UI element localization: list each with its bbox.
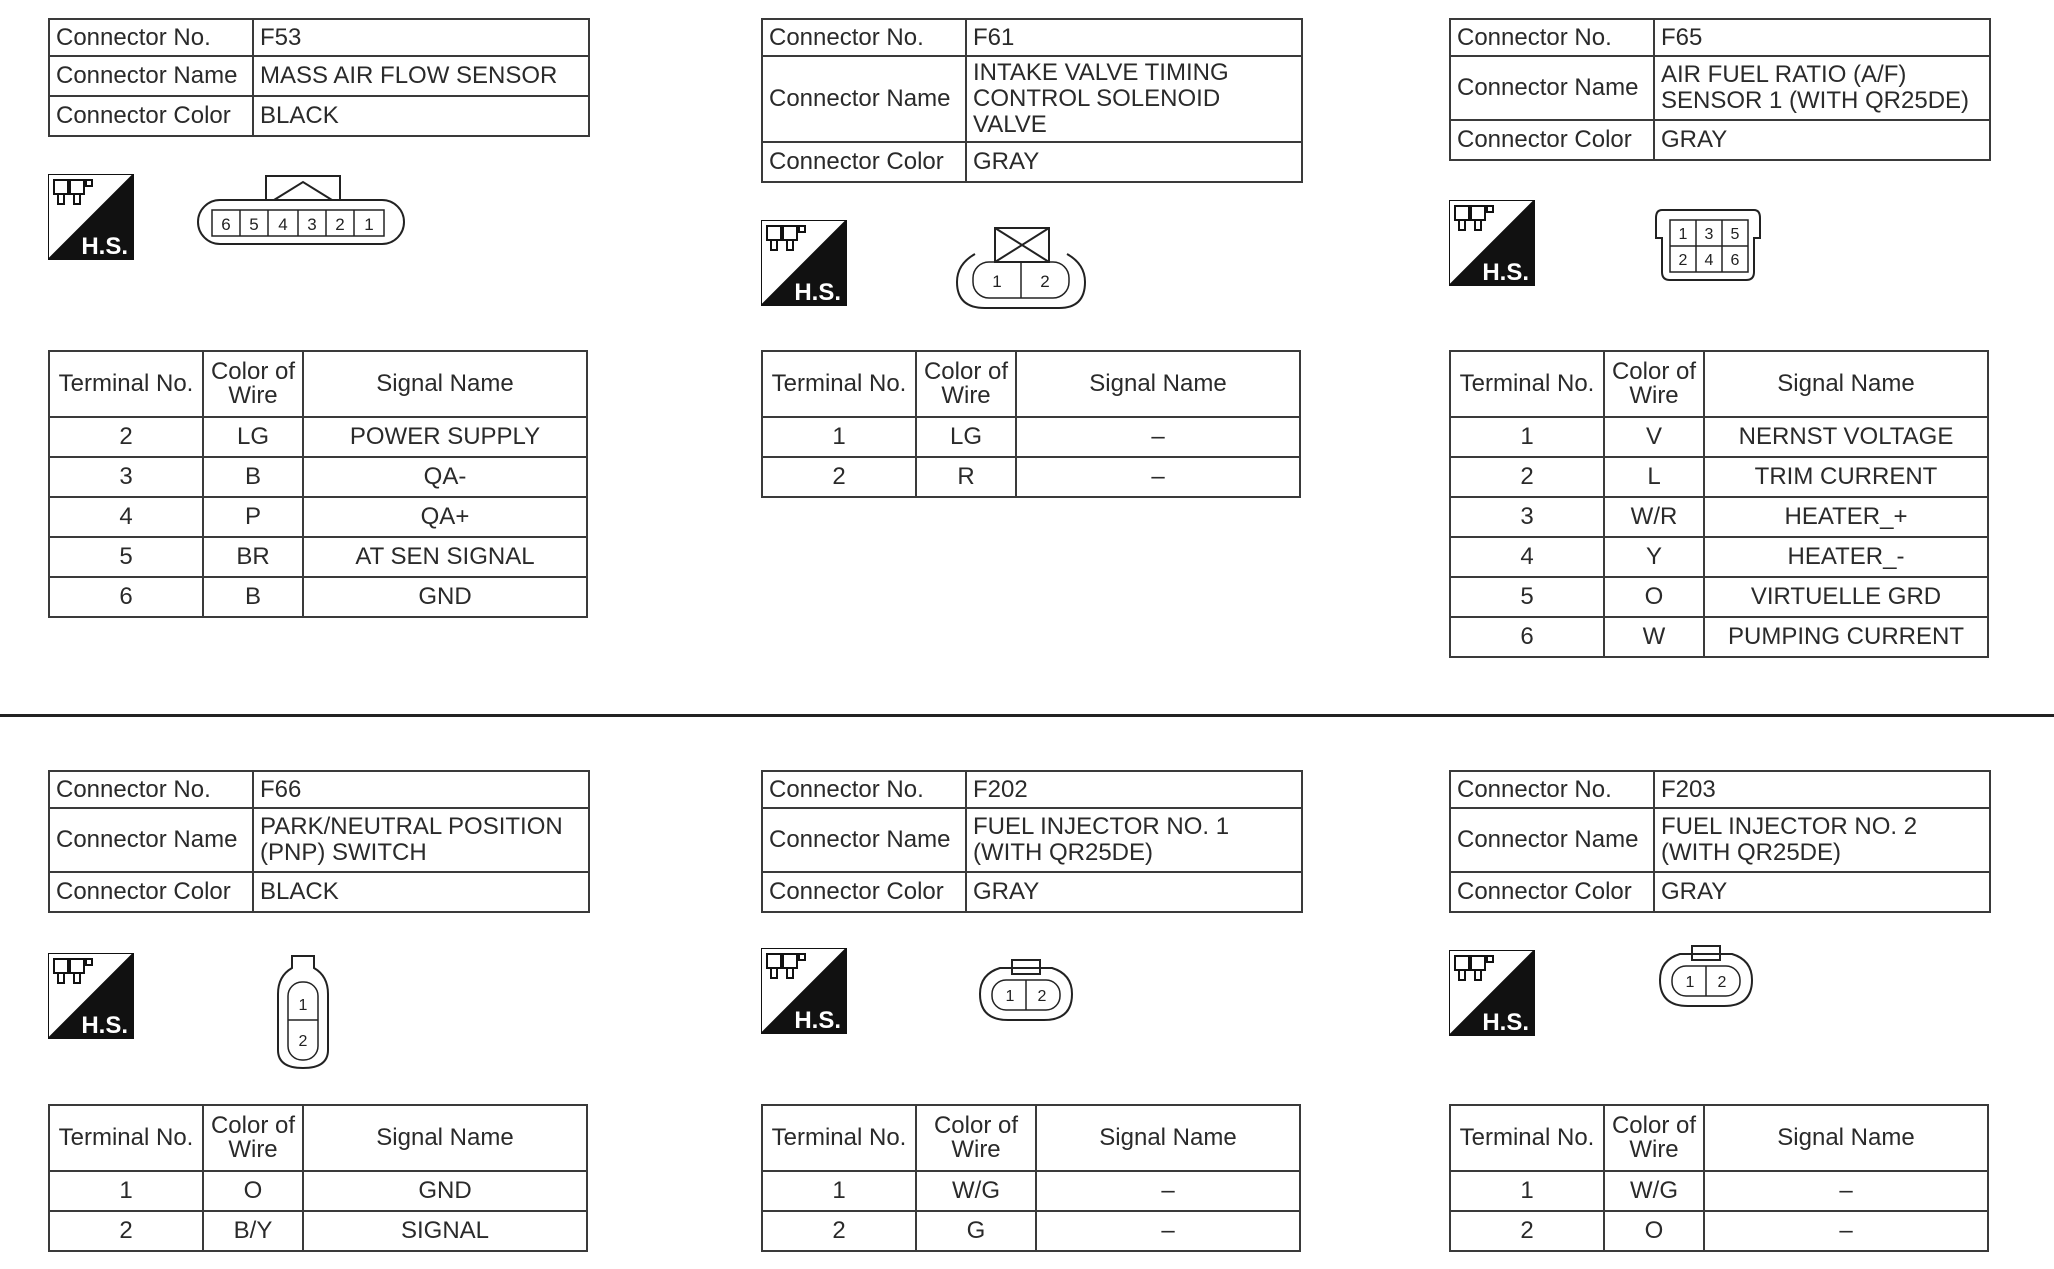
wire-color-header: Color of Wire <box>916 351 1016 417</box>
connector-name-value <box>1654 808 1990 872</box>
connector-color-value: GRAY <box>966 142 1302 182</box>
connector-name-line: INTAKE VALVE TIMING <box>973 59 1229 86</box>
table-row: 2 LG POWER SUPPLY <box>49 417 587 457</box>
section-divider <box>0 714 2054 717</box>
connector-name-value <box>966 56 1302 142</box>
pin-label: 2 <box>1040 272 1050 291</box>
connector-name-label: Connector Name <box>1450 808 1654 872</box>
table-row: 4 P QA+ <box>49 497 587 537</box>
connector-color-label: Connector Color <box>762 872 966 912</box>
terminal-table-f65 <box>1449 350 1989 658</box>
connector-name-label: Connector Name <box>762 56 966 142</box>
signal-name-header: Signal Name <box>303 1105 587 1171</box>
connector-no-label: Connector No. <box>762 771 966 808</box>
pin-label: 3 <box>307 215 317 234</box>
connector-color-label: Connector Color <box>49 96 253 136</box>
connector-face-f203 <box>1658 944 1754 1010</box>
harness-side-icon <box>761 220 847 306</box>
connector-no-value: F61 <box>966 19 1302 56</box>
pin-label: 1 <box>298 997 308 1014</box>
terminal-table-f61 <box>761 350 1301 498</box>
pin-label: 2 <box>1037 988 1047 1005</box>
table-row: 6 B GND <box>49 577 587 617</box>
connector-color-value: GRAY <box>1654 872 1990 912</box>
pin-label: 5 <box>249 215 259 234</box>
connector-color-label: Connector Color <box>49 872 253 912</box>
connector-panel-f61 <box>761 18 1303 183</box>
connector-name-line: CONTROL SOLENOID <box>973 85 1221 112</box>
connector-name-line: MASS AIR FLOW SENSOR <box>260 62 558 89</box>
table-row: 1 W/G – <box>762 1171 1300 1211</box>
connector-name-value <box>253 808 589 872</box>
pin-label: 5 <box>1730 226 1740 243</box>
connector-panel-f65 <box>1449 18 1991 161</box>
table-row: 3 B QA- <box>49 457 587 497</box>
connector-panel-f66 <box>48 770 590 913</box>
connector-color-value: BLACK <box>253 872 589 912</box>
connector-no-value: F203 <box>1654 771 1990 808</box>
connector-color-label: Connector Color <box>1450 120 1654 160</box>
signal-name-header: Signal Name <box>1704 1105 1988 1171</box>
terminal-no-header: Terminal No. <box>49 1105 203 1171</box>
table-row: 5 BR AT SEN SIGNAL <box>49 537 587 577</box>
connector-no-value: F53 <box>253 19 589 56</box>
pin-label: 1 <box>1678 226 1688 243</box>
pin-label: 1 <box>364 215 374 234</box>
signal-name-header: Signal Name <box>1036 1105 1300 1171</box>
table-row: 2 R – <box>762 457 1300 497</box>
hs-badge-label: H.S. <box>794 1007 841 1034</box>
connector-face-f61 <box>955 224 1089 312</box>
hs-badge-label: H.S. <box>81 233 128 260</box>
connector-face-f202 <box>978 958 1074 1024</box>
terminal-no-header: Terminal No. <box>762 1105 916 1171</box>
connector-header-table <box>761 18 1303 183</box>
harness-side-icon <box>48 174 134 260</box>
connector-no-value: F66 <box>253 771 589 808</box>
connector-header-table <box>761 770 1303 913</box>
harness-side-icon <box>1449 200 1535 286</box>
terminal-no-header: Terminal No. <box>1450 351 1604 417</box>
connector-name-label: Connector Name <box>49 808 253 872</box>
hs-badge-label: H.S. <box>1482 1009 1529 1036</box>
connector-color-label: Connector Color <box>762 142 966 182</box>
pin-label: 2 <box>298 1033 308 1050</box>
connector-name-label: Connector Name <box>1450 56 1654 120</box>
pin-label: 2 <box>1678 252 1688 269</box>
terminal-no-header: Terminal No. <box>762 351 916 417</box>
connector-name-line: PARK/NEUTRAL POSITION <box>260 813 563 840</box>
connector-header-table <box>1449 770 1991 913</box>
terminal-no-header: Terminal No. <box>1450 1105 1604 1171</box>
pin-label: 1 <box>992 272 1002 291</box>
table-row: 1 W/G – <box>1450 1171 1988 1211</box>
connector-name-line: (WITH QR25DE) <box>973 839 1153 866</box>
connector-name-label: Connector Name <box>49 56 253 96</box>
connector-name-label: Connector Name <box>762 808 966 872</box>
table-row: 3 W/R HEATER_+ <box>1450 497 1988 537</box>
connector-face-f65 <box>1654 208 1762 282</box>
table-row: 1 LG – <box>762 417 1300 457</box>
wire-color-header: Color of Wire <box>203 351 303 417</box>
table-row: 2 B/Y SIGNAL <box>49 1211 587 1251</box>
pin-label: 4 <box>278 215 288 234</box>
connector-no-label: Connector No. <box>1450 771 1654 808</box>
wire-color-header: Color of Wire <box>916 1105 1036 1171</box>
pin-label: 1 <box>1005 988 1015 1005</box>
hs-badge-label: H.S. <box>794 279 841 306</box>
connector-header-table <box>48 18 590 137</box>
harness-side-icon <box>48 953 134 1039</box>
connector-name-line: FUEL INJECTOR NO. 1 <box>973 813 1230 840</box>
connector-header-table <box>48 770 590 913</box>
terminal-no-header: Terminal No. <box>49 351 203 417</box>
table-row: 4 Y HEATER_- <box>1450 537 1988 577</box>
wire-color-header: Color of Wire <box>203 1105 303 1171</box>
connector-color-value: GRAY <box>966 872 1302 912</box>
connector-name-value <box>966 808 1302 872</box>
pin-label: 3 <box>1704 226 1714 243</box>
wire-color-header: Color of Wire <box>1604 1105 1704 1171</box>
table-row: 6 W PUMPING CURRENT <box>1450 617 1988 657</box>
signal-name-header: Signal Name <box>303 351 587 417</box>
table-row: 2 O – <box>1450 1211 1988 1251</box>
pin-label: 2 <box>1717 974 1727 991</box>
harness-side-icon <box>761 948 847 1034</box>
connector-no-value: F65 <box>1654 19 1990 56</box>
connector-no-label: Connector No. <box>49 771 253 808</box>
connector-name-value <box>253 56 589 96</box>
connector-name-line: FUEL INJECTOR NO. 2 <box>1661 813 1918 840</box>
harness-side-icon <box>1449 950 1535 1036</box>
connector-name-value <box>1654 56 1990 120</box>
terminal-table-f203 <box>1449 1104 1989 1252</box>
connector-name-line: VALVE <box>973 111 1047 138</box>
table-row: 2 L TRIM CURRENT <box>1450 457 1988 497</box>
connector-name-line: (PNP) SWITCH <box>260 839 427 866</box>
terminal-table-f53 <box>48 350 588 618</box>
connector-header-table <box>1449 18 1991 161</box>
connector-panel-f202 <box>761 770 1303 913</box>
pin-label: 2 <box>335 215 345 234</box>
connector-panel-f53 <box>48 18 590 137</box>
table-row: 2 G – <box>762 1211 1300 1251</box>
wire-color-header: Color of Wire <box>1604 351 1704 417</box>
signal-name-header: Signal Name <box>1704 351 1988 417</box>
table-row: 1 O GND <box>49 1171 587 1211</box>
connector-name-line: AIR FUEL RATIO (A/F) <box>1661 61 1907 88</box>
signal-name-header: Signal Name <box>1016 351 1300 417</box>
table-row: 1 V NERNST VOLTAGE <box>1450 417 1988 457</box>
hs-badge-label: H.S. <box>1482 259 1529 286</box>
connector-no-label: Connector No. <box>762 19 966 56</box>
connector-color-label: Connector Color <box>1450 872 1654 912</box>
connector-color-value: BLACK <box>253 96 589 136</box>
pin-label: 1 <box>1685 974 1695 991</box>
terminal-table-f66 <box>48 1104 588 1252</box>
pin-label: 4 <box>1704 252 1714 269</box>
terminal-table-f202 <box>761 1104 1301 1252</box>
connector-no-value: F202 <box>966 771 1302 808</box>
connector-no-label: Connector No. <box>1450 19 1654 56</box>
connector-panel-f203 <box>1449 770 1991 913</box>
connector-no-label: Connector No. <box>49 19 253 56</box>
connector-face-f53 <box>196 170 408 254</box>
table-row: 5 O VIRTUELLE GRD <box>1450 577 1988 617</box>
pin-label: 6 <box>1730 252 1740 269</box>
connector-face-f66 <box>274 954 332 1072</box>
connector-color-value: GRAY <box>1654 120 1990 160</box>
connector-name-line: (WITH QR25DE) <box>1661 839 1841 866</box>
connector-name-line: SENSOR 1 (WITH QR25DE) <box>1661 87 1970 114</box>
pin-label: 6 <box>221 215 231 234</box>
hs-badge-label: H.S. <box>81 1012 128 1039</box>
